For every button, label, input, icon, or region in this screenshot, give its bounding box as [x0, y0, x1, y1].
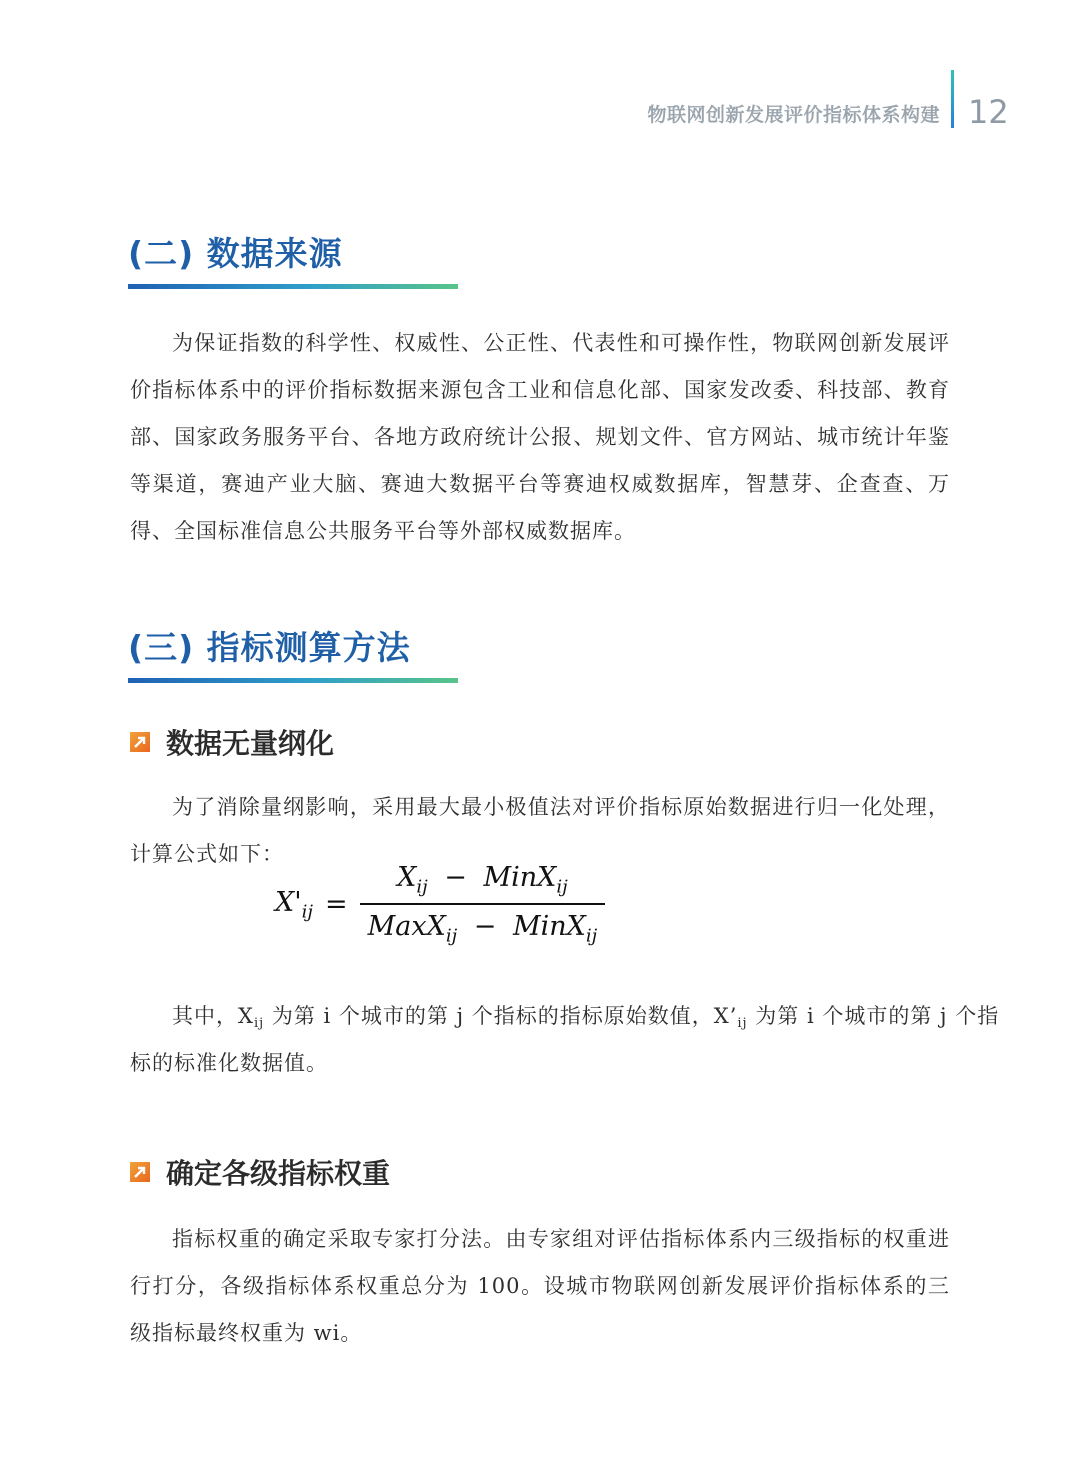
paragraph-data-source: 为保证指数的科学性、权威性、公正性、代表性和可操作性，物联网创新发展评价指标体系中的评价指标数据来源包含工业和信息化部、国家发改委、科技部、教育部、国家政务服务平台、各地方政府统计公报、规划文件、官方网站、城市统计年鉴等渠道，赛迪产业大脑、赛迪大数据平台等赛迪权威数据库，智慧芽、企查查、万得、全国标准信息公共服务平台等外部权威数据库。 — [130, 331, 950, 543]
subsection-label: 确定各级指标权重 — [166, 1157, 391, 1190]
arrow-icon — [130, 732, 150, 752]
formula-equals: = — [325, 888, 348, 920]
normalization-formula — [275, 862, 605, 947]
header-title: 物联网创新发展评价指标体系构建 — [647, 104, 940, 126]
subsection-title-weights — [130, 1152, 390, 1192]
formula-numerator: $X_{ij}$ − MinX$_{ij}$ — [397, 862, 568, 898]
formula-denominator: MaxX$_{ij}$ − MinX$_{ij}$ — [360, 903, 606, 946]
page-number: 12 — [968, 93, 1009, 131]
paragraph-normalization: 为了消除量纲影响，采用最大最小极值法对评价指标原始数据进行归一化处理，计算公式如下： — [130, 795, 950, 866]
formula-explanation-line1: 其中，Xij 为第 i 个城市的第 j 个指标的指标原始数值，X’ij 为第 i 个城市的第 j 个指 — [172, 1004, 1000, 1031]
section-underline — [128, 678, 458, 683]
section-title-method: (三) 指标测算方法 — [128, 628, 411, 667]
paragraph-weights: 指标权重的确定采取专家打分法。由专家组对评估指标体系内三级指标的权重进行打分，各级指标体系权重总分为 100。设城市物联网创新发展评价指标体系的三级指标最终权重为 wi。 — [130, 1227, 950, 1345]
arrow-icon — [130, 1162, 150, 1182]
formula-fraction — [360, 862, 606, 947]
header-divider — [951, 70, 954, 128]
section-underline — [128, 284, 458, 289]
section-title-data-source: (二) 数据来源 — [128, 234, 343, 273]
formula-lhs: $X'_{ij}$ — [275, 886, 313, 923]
subsection-title-normalization — [130, 722, 334, 762]
subsection-label: 数据无量纲化 — [166, 727, 335, 760]
formula-explanation-line2: 标的标准化数据值。 — [130, 1051, 328, 1075]
